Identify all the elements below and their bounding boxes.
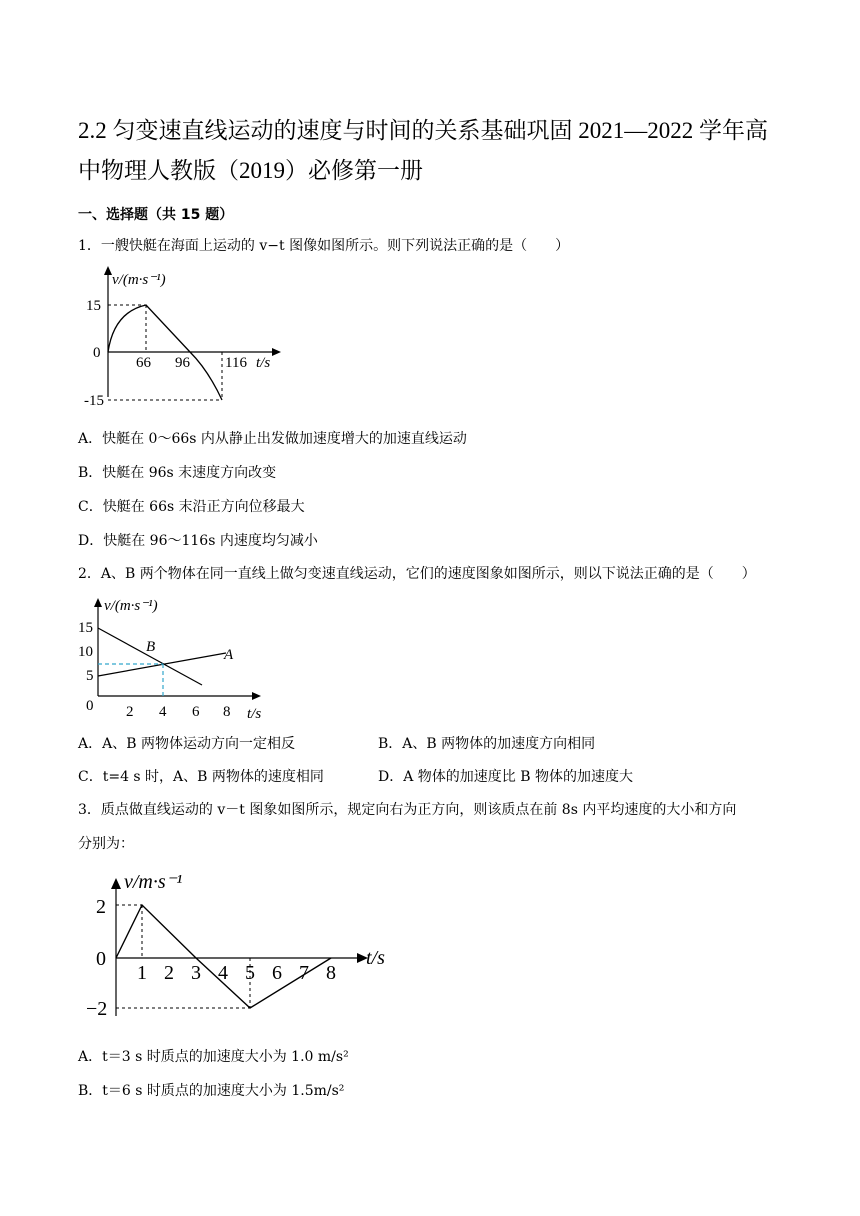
- q2-line-label-b: B: [146, 639, 156, 655]
- q2-y-tick: 0: [86, 698, 94, 714]
- question-1-option-a: A．快艇在 0～66s 内从静止出发做加速度增大的加速直线运动: [78, 431, 467, 447]
- question-1-vt-graph: [84, 262, 294, 414]
- q3-x-tick: 6: [272, 962, 282, 984]
- q3-x-tick: 2: [164, 962, 174, 984]
- question-3-stem-line-1: 3．质点做直线运动的 v－t 图象如图所示，规定向右为正方向，则该质点在前 8s 内平均速度的大小和方向: [78, 802, 737, 818]
- q3-x-tick: 5: [245, 962, 255, 984]
- q2-x-tick: 2: [126, 704, 134, 720]
- question-2-option-a: A．A、B 两物体运动方向一定相反: [78, 736, 295, 752]
- document-title-line-2: 中物理人教版（2019）必修第一册: [78, 158, 423, 183]
- q1-y-tick: 0: [93, 345, 101, 361]
- q1-y-axis-label: v/(m·s⁻¹): [112, 272, 166, 288]
- q3-x-tick: 7: [299, 962, 309, 984]
- q3-x-tick: 4: [218, 962, 228, 984]
- q2-line-label-a: A: [224, 647, 234, 663]
- q1-y-tick: 15: [86, 298, 101, 314]
- q3-y-axis-label: v/m·s⁻¹: [124, 871, 183, 893]
- q1-x-axis-label: t/s: [256, 355, 271, 371]
- q2-x-axis-label: t/s: [247, 706, 262, 722]
- question-1-option-d: D．快艇在 96～116s 内速度均匀减小: [78, 533, 318, 549]
- q2-y-tick: 5: [86, 668, 94, 684]
- q3-y-tick: 2: [96, 896, 106, 918]
- question-2-option-d: D．A 物体的加速度比 B 物体的加速度大: [378, 769, 633, 785]
- question-3-vt-graph: [84, 866, 404, 1026]
- q2-y-axis-label: v/(m·s⁻¹): [104, 598, 158, 614]
- q1-x-tick: 116: [225, 355, 247, 371]
- question-1-option-c: C．快艇在 66s 末沿正方向位移最大: [78, 499, 305, 515]
- q3-x-tick: 8: [326, 962, 336, 984]
- q3-y-tick: 0: [96, 948, 106, 970]
- document-title-line-1: 2.2 匀变速直线运动的速度与时间的关系基础巩固 2021—2022 学年高: [78, 118, 768, 143]
- q1-x-tick: 96: [175, 355, 190, 371]
- q2-x-tick: 6: [192, 704, 200, 720]
- question-2-vt-graph: [78, 592, 274, 724]
- q2-x-tick: 4: [159, 704, 167, 720]
- question-2-option-c: C．t=4 s 时，A、B 两物体的速度相同: [78, 769, 324, 785]
- q2-x-tick: 8: [223, 704, 231, 720]
- q3-x-tick: 1: [137, 962, 147, 984]
- q3-x-axis-label: t/s: [366, 947, 385, 969]
- q1-y-tick: -15: [84, 393, 104, 409]
- question-1-option-b: B．快艇在 96s 末速度方向改变: [78, 465, 277, 481]
- question-3-option-b: B．t＝6 s 时质点的加速度大小为 1.5m/s²: [78, 1083, 345, 1099]
- q2-y-tick: 15: [78, 620, 93, 636]
- question-2-option-b: B．A、B 两物体的加速度方向相同: [378, 736, 596, 752]
- question-2-stem: 2．A、B 两个物体在同一直线上做匀变速直线运动，它们的速度图象如图所示，则以下说法正确的是（ ）: [78, 566, 756, 582]
- question-1-stem: 1．一艘快艇在海面上运动的 v−t 图像如图所示。则下列说法正确的是（ ）: [78, 238, 570, 254]
- question-3-stem-line-2: 分别为：: [78, 836, 134, 852]
- section-heading: 一、选择题（共 15 题）: [78, 207, 234, 223]
- question-3-option-a: A．t＝3 s 时质点的加速度大小为 1.0 m/s²: [78, 1049, 349, 1065]
- q3-y-tick: −2: [86, 998, 108, 1020]
- q3-x-tick: 3: [191, 962, 201, 984]
- q1-x-tick: 66: [136, 355, 151, 371]
- q2-y-tick: 10: [78, 644, 93, 660]
